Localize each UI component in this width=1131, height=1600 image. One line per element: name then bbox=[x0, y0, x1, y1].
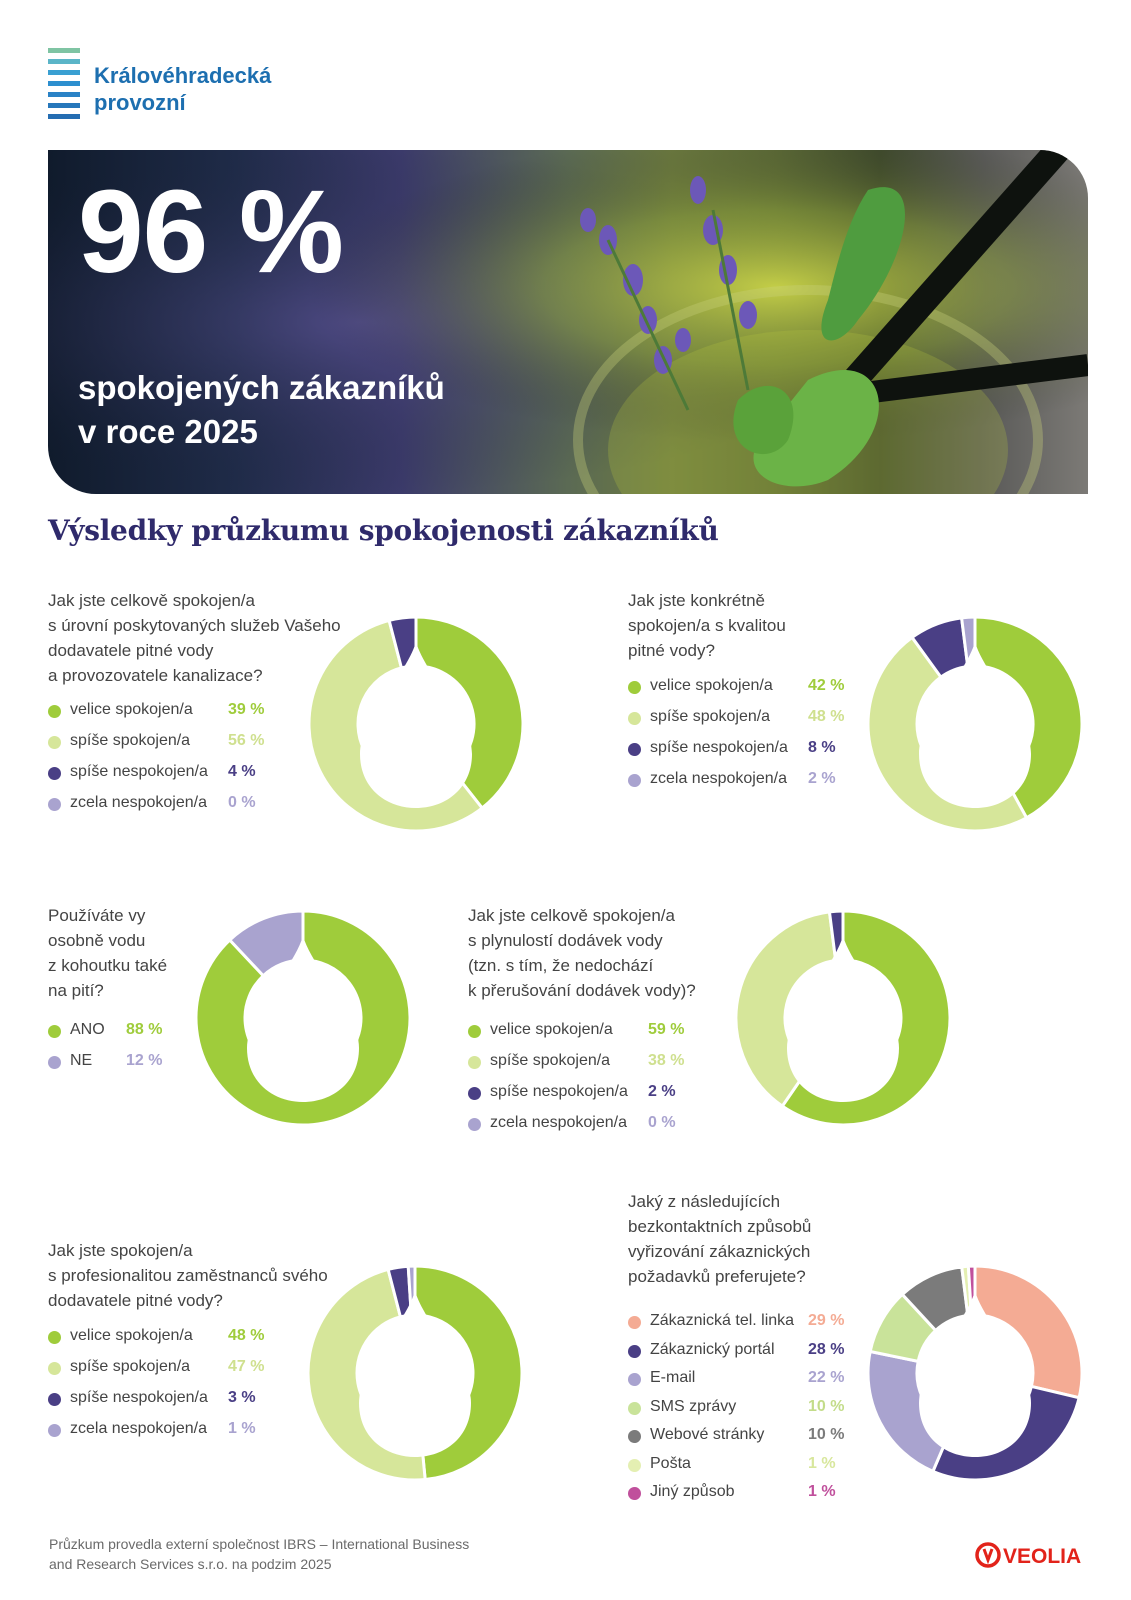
donut-chart-q2 bbox=[865, 614, 1085, 834]
legend-value: 22 % bbox=[808, 1369, 845, 1386]
legend-label: spíše nespokojen/a bbox=[490, 1083, 628, 1100]
donut-chart-q6 bbox=[865, 1263, 1085, 1483]
legend-value: 1 % bbox=[228, 1420, 256, 1437]
question-q2 bbox=[628, 588, 786, 663]
legend-label: velice spokojen/a bbox=[70, 701, 193, 718]
legend-label: velice spokojen/a bbox=[650, 677, 773, 694]
legend-value: 38 % bbox=[648, 1052, 685, 1069]
legend-label: spíše spokojen/a bbox=[70, 1358, 191, 1375]
legend-label: velice spokojen/a bbox=[490, 1021, 613, 1038]
hero-percent: 96 % bbox=[78, 166, 343, 298]
donut-chart-q3 bbox=[193, 908, 413, 1128]
legend-label: zcela nespokojen/a bbox=[70, 1420, 207, 1437]
legend-label: spíše spokojen/a bbox=[70, 732, 191, 749]
veolia-logo bbox=[975, 1540, 1087, 1570]
legend-value: 10 % bbox=[808, 1397, 845, 1415]
legend-label: spíše nespokojen/a bbox=[70, 1389, 208, 1406]
question-q6 bbox=[628, 1189, 811, 1289]
legend-label: Zákaznický portál bbox=[650, 1340, 775, 1358]
legend-label: spíše spokojen/a bbox=[490, 1052, 611, 1069]
hero-subtitle-line1: spokojených zákazníků bbox=[78, 369, 445, 406]
legend-value: 4 % bbox=[228, 763, 256, 780]
legend-label: zcela nespokojen/a bbox=[70, 794, 207, 811]
question-q3 bbox=[48, 903, 167, 1003]
q3-title-line: Používáte vy bbox=[48, 906, 146, 925]
legend-label: spíše nespokojen/a bbox=[650, 739, 788, 756]
legend-value: 3 % bbox=[228, 1389, 256, 1406]
legend-value: 0 % bbox=[228, 794, 256, 811]
legend-label: zcela nespokojen/a bbox=[650, 770, 787, 787]
legend-value: 12 % bbox=[126, 1052, 163, 1069]
q1-title-line: s úrovní poskytovaných služeb Vašeho bbox=[48, 616, 341, 635]
legend-label: Webové stránky bbox=[650, 1426, 765, 1443]
q1-title-line: dodavatele pitné vody bbox=[48, 641, 214, 660]
question-q5 bbox=[48, 1238, 328, 1313]
question-q1 bbox=[48, 588, 341, 688]
legend-value: 2 % bbox=[648, 1083, 676, 1100]
hero-banner bbox=[48, 150, 1088, 494]
hero-subtitle-line2: v roce 2025 bbox=[78, 413, 258, 450]
legend-label: ANO bbox=[70, 1021, 105, 1038]
q6-title-line: Jaký z následujících bbox=[628, 1192, 781, 1211]
legend-label: zcela nespokojen/a bbox=[490, 1114, 627, 1131]
q3-title-line: osobně vodu bbox=[48, 931, 146, 950]
legend-value: 0 % bbox=[648, 1114, 676, 1131]
legend-label: NE bbox=[70, 1052, 93, 1069]
legend-value: 29 % bbox=[808, 1312, 845, 1329]
legend-label: velice spokojen/a bbox=[70, 1327, 193, 1344]
legend-label: spíše spokojen/a bbox=[650, 708, 771, 725]
veolia-logo-text: VEOLIA bbox=[1003, 1545, 1082, 1568]
q2-title-line: Jak jste konkrétně bbox=[628, 591, 766, 610]
q4-title-line: k přerušování dodávek vody)? bbox=[468, 981, 696, 1000]
legend-label: Pošta bbox=[650, 1454, 691, 1472]
q1-title-line: a provozovatele kanalizace? bbox=[48, 666, 263, 685]
legend-value: 39 % bbox=[228, 701, 265, 718]
legend-value: 28 % bbox=[808, 1340, 845, 1358]
veolia-logo-mark bbox=[984, 1549, 992, 1560]
company-name bbox=[94, 62, 271, 116]
q4-title-line: (tzn. s tím, že nedochází bbox=[468, 956, 654, 975]
legend-value: 47 % bbox=[228, 1358, 265, 1375]
q4-title-line: Jak jste celkově spokojen/a bbox=[468, 906, 675, 925]
logo-bars-icon bbox=[48, 48, 80, 125]
q2-title-line: spokojen/a s kvalitou bbox=[628, 616, 786, 635]
q5-title-line: Jak jste spokojen/a bbox=[48, 1241, 193, 1260]
q2-title-line: pitné vody? bbox=[628, 641, 715, 660]
footer-line1: Průzkum provedla externí společnost IBRS – International Business bbox=[49, 1536, 470, 1552]
legend-value: 8 % bbox=[808, 739, 836, 756]
legend-label: Jiný způsob bbox=[650, 1483, 735, 1500]
section-title: Výsledky průzkumu spokojenosti zákazníků bbox=[48, 514, 719, 547]
q5-title-line: dodavatele pitné vody? bbox=[48, 1291, 223, 1310]
legend-value: 59 % bbox=[648, 1021, 685, 1038]
company-name-line1: Královéhradecká bbox=[94, 63, 272, 88]
question-q4 bbox=[468, 903, 696, 1003]
legend-value: 56 % bbox=[228, 732, 265, 749]
donut-chart-q4 bbox=[733, 908, 953, 1128]
legend-label: Zákaznická tel. linka bbox=[650, 1312, 795, 1329]
q5-title-line: s profesionalitou zaměstnanců svého bbox=[48, 1266, 328, 1285]
legend-label: SMS zprávy bbox=[650, 1397, 737, 1415]
legend-value: 2 % bbox=[808, 770, 836, 787]
hero-subtitle bbox=[78, 366, 498, 454]
legend-value: 1 % bbox=[808, 1454, 836, 1472]
q6-title-line: bezkontaktních způsobů bbox=[628, 1217, 812, 1236]
q4-title-line: s plynulostí dodávek vody bbox=[468, 931, 663, 950]
legend-value: 1 % bbox=[808, 1483, 836, 1500]
q6-title-line: požadavků preferujete? bbox=[628, 1267, 806, 1286]
q6-title-line: vyřizování zákaznických bbox=[628, 1242, 811, 1261]
donut-chart-q1 bbox=[306, 614, 526, 834]
legend-label: spíše nespokojen/a bbox=[70, 763, 208, 780]
q3-title-line: z kohoutku také bbox=[48, 956, 168, 975]
footer-line2: and Research Services s.r.o. na podzim 2025 bbox=[49, 1556, 332, 1572]
legend-label: E-mail bbox=[650, 1369, 696, 1386]
legend-value: 42 % bbox=[808, 677, 845, 694]
legend-value: 88 % bbox=[126, 1021, 163, 1038]
legend-value: 48 % bbox=[808, 708, 845, 725]
company-logo bbox=[48, 48, 348, 130]
q1-title-line: Jak jste celkově spokojen/a bbox=[48, 591, 255, 610]
q3-title-line: na pití? bbox=[48, 981, 104, 1000]
legend-value: 48 % bbox=[228, 1327, 265, 1344]
footer-note bbox=[49, 1534, 469, 1574]
legend-value: 10 % bbox=[808, 1426, 845, 1443]
donut-chart-q5 bbox=[305, 1263, 525, 1483]
company-name-line2: provozní bbox=[94, 90, 186, 115]
